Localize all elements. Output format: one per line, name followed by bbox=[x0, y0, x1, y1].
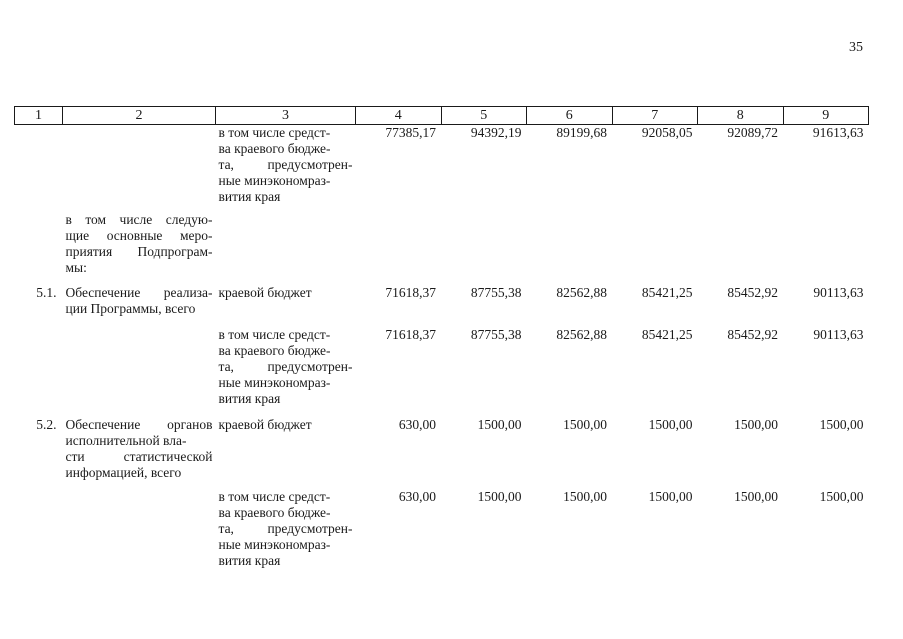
value-cell: 85421,25 bbox=[641, 284, 693, 300]
funding-source-line: ные минэкономраз- bbox=[218, 173, 331, 188]
value-cell: 91613,63 bbox=[812, 125, 864, 140]
table-row bbox=[15, 327, 869, 417]
funding-source bbox=[216, 285, 356, 327]
word: приятия bbox=[65, 243, 113, 259]
column-header: 2 bbox=[63, 107, 216, 125]
row-index bbox=[15, 212, 63, 285]
word: том bbox=[85, 211, 107, 227]
column-number-header-row bbox=[15, 107, 869, 125]
value-cell: 1500,00 bbox=[563, 416, 607, 432]
word: числе bbox=[119, 211, 153, 227]
row-index bbox=[15, 125, 63, 212]
table-row bbox=[15, 125, 869, 212]
value-cell: 92058,05 bbox=[641, 125, 693, 140]
value-cell: 1500,00 bbox=[648, 488, 693, 504]
word: органов bbox=[167, 416, 213, 432]
word: основные bbox=[106, 227, 163, 243]
word: щие bbox=[65, 227, 90, 243]
activity-name-line bbox=[66, 244, 213, 260]
value-cell: 630,00 bbox=[398, 416, 436, 432]
row-index: 5.2. bbox=[36, 416, 57, 432]
activity-name-line: исполнительной вла- bbox=[65, 432, 187, 448]
word: предусмотрен- bbox=[267, 157, 353, 172]
word: предусмотрен- bbox=[267, 520, 353, 536]
column-header: 6 bbox=[527, 107, 613, 125]
funding-source bbox=[216, 125, 356, 212]
activity-name bbox=[63, 212, 216, 285]
funding-source bbox=[216, 327, 356, 417]
funding-source bbox=[216, 212, 356, 285]
value-cell: 1500,00 bbox=[819, 488, 864, 504]
funding-source-line: ные минэкономраз- bbox=[218, 374, 331, 390]
value-cell: 71618,37 bbox=[385, 326, 436, 342]
word: меро- bbox=[179, 227, 213, 243]
value-cell bbox=[783, 212, 869, 285]
activity-name-line bbox=[66, 417, 213, 433]
value-cell: 94392,19 bbox=[470, 125, 522, 140]
value-cell: 1500,00 bbox=[734, 488, 778, 504]
word: Обеспечение bbox=[65, 284, 141, 300]
word: Обеспечение bbox=[65, 416, 141, 432]
value-cell bbox=[441, 212, 527, 285]
value-cell: 82562,88 bbox=[556, 326, 607, 342]
word: в bbox=[65, 211, 72, 227]
column-header: 3 bbox=[216, 107, 356, 125]
table-row bbox=[15, 212, 869, 285]
value-cell: 1500,00 bbox=[648, 416, 693, 432]
word: та, bbox=[218, 520, 234, 536]
value-cell: 630,00 bbox=[398, 488, 436, 504]
funding-source-line: в том числе средст- bbox=[218, 488, 331, 504]
value-cell: 85452,92 bbox=[727, 284, 778, 300]
activity-name-line bbox=[66, 449, 213, 465]
activity-name-line bbox=[66, 212, 213, 228]
value-cell: 1500,00 bbox=[477, 416, 522, 432]
funding-source-line bbox=[219, 521, 353, 537]
value-cell: 1500,00 bbox=[734, 416, 778, 432]
column-header: 5 bbox=[441, 107, 527, 125]
value-cell: 71618,37 bbox=[385, 284, 436, 300]
word: следую- bbox=[165, 211, 213, 227]
value-cell: 90113,63 bbox=[813, 284, 864, 300]
activity-name bbox=[63, 285, 216, 327]
value-cell bbox=[698, 212, 784, 285]
activity-name bbox=[63, 125, 216, 212]
funding-source-line: краевой бюджет bbox=[218, 284, 312, 300]
funding-source-line bbox=[219, 359, 353, 375]
column-header: 1 bbox=[15, 107, 63, 125]
value-cell: 1500,00 bbox=[819, 416, 864, 432]
activity-name bbox=[63, 489, 216, 575]
value-cell: 89199,68 bbox=[556, 125, 607, 140]
value-cell bbox=[527, 212, 613, 285]
column-header: 4 bbox=[356, 107, 442, 125]
funding-source-line: в том числе средст- bbox=[218, 326, 331, 342]
page-number: 35 bbox=[849, 40, 863, 55]
activity-name-line bbox=[66, 285, 213, 301]
value-cell bbox=[612, 212, 698, 285]
value-cell: 1500,00 bbox=[477, 488, 522, 504]
column-header: 8 bbox=[698, 107, 784, 125]
funding-source-line: вития края bbox=[218, 552, 281, 568]
value-cell: 85421,25 bbox=[641, 326, 693, 342]
value-cell: 85452,92 bbox=[727, 326, 778, 342]
word: предусмотрен- bbox=[267, 358, 353, 374]
funding-source-line: ва краевого бюдже- bbox=[218, 504, 331, 520]
value-cell: 82562,88 bbox=[556, 284, 607, 300]
funding-source-line bbox=[219, 157, 353, 173]
value-cell: 77385,17 bbox=[385, 125, 436, 140]
word: та, bbox=[218, 157, 234, 172]
value-cell: 87755,38 bbox=[470, 326, 522, 342]
word: Подпрограм- bbox=[137, 243, 213, 259]
funding-source-line: вития края bbox=[218, 189, 281, 204]
value-cell: 92089,72 bbox=[727, 125, 778, 140]
value-cell bbox=[356, 212, 442, 285]
activity-name-line bbox=[66, 228, 213, 244]
column-header: 7 bbox=[612, 107, 698, 125]
table-row bbox=[15, 417, 869, 489]
value-cell: 87755,38 bbox=[470, 284, 522, 300]
word: сти bbox=[65, 448, 85, 464]
activity-name-line: ции Программы, всего bbox=[65, 300, 196, 316]
activity-name bbox=[63, 327, 216, 417]
row-index bbox=[15, 489, 63, 575]
column-header: 9 bbox=[783, 107, 869, 125]
funding-source-line: вития края bbox=[218, 390, 281, 406]
value-cell: 1500,00 bbox=[563, 488, 607, 504]
funding-source bbox=[216, 489, 356, 575]
budget-table bbox=[14, 106, 869, 575]
activity-name bbox=[63, 417, 216, 489]
word: та, bbox=[218, 358, 234, 374]
funding-source bbox=[216, 417, 356, 489]
activity-name-line: информацией, всего bbox=[65, 464, 182, 480]
word: статистической bbox=[123, 448, 213, 464]
row-index: 5.1. bbox=[36, 284, 57, 300]
word: реализа- bbox=[163, 284, 213, 300]
funding-source-line: ва краевого бюдже- bbox=[218, 141, 331, 156]
row-index bbox=[15, 327, 63, 417]
activity-name-line: мы: bbox=[65, 259, 87, 275]
funding-source-line: краевой бюджет bbox=[218, 416, 312, 432]
table-row bbox=[15, 489, 869, 575]
table-row bbox=[15, 285, 869, 327]
value-cell: 90113,63 bbox=[813, 326, 864, 342]
funding-source-line: ва краевого бюдже- bbox=[218, 342, 331, 358]
funding-source-line: ные минэкономраз- bbox=[218, 536, 331, 552]
funding-source-line: в том числе средст- bbox=[218, 125, 331, 140]
